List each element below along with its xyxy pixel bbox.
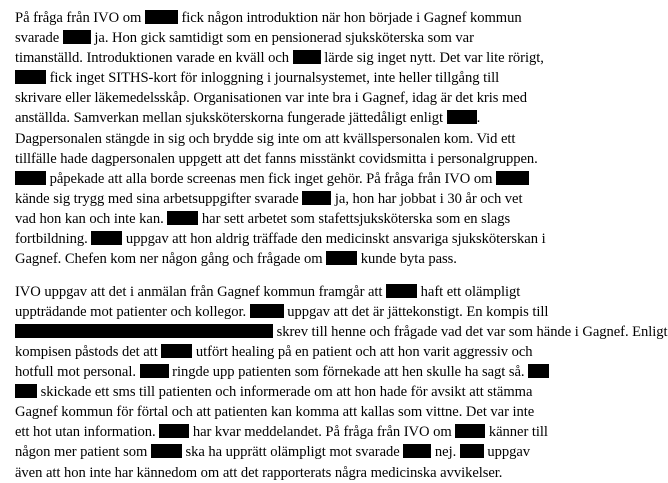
redaction — [140, 364, 169, 378]
text: timanställd. Introduktionen varade en kväll och — [15, 50, 293, 67]
text: kände sig trygg med sina arbetsuppgifter svarade — [15, 190, 303, 207]
redaction — [15, 171, 46, 185]
redaction — [496, 171, 529, 185]
text-line — [15, 129, 619, 149]
text-line — [15, 302, 619, 322]
redaction — [250, 304, 284, 318]
text: känner till — [485, 424, 548, 441]
redaction — [386, 284, 417, 298]
text-line — [15, 282, 619, 302]
redaction — [15, 70, 46, 84]
text-line — [15, 442, 619, 462]
text: ska ha upprätt olämpligt mot svarade — [181, 444, 404, 461]
redaction — [63, 30, 91, 44]
text-line — [15, 382, 619, 402]
text: Dagpersonalen stängde in sig och brydde sig inte om att kvällspersonalen kom. Vid ett — [15, 130, 516, 147]
text: Gagnef kommun för förtal och att patienten kan komma att kallas som vittne. Det var inte — [15, 404, 535, 421]
text: IVO uppgav att det i anmälan från Gagnef kommun framgår att — [15, 283, 387, 300]
text: . — [476, 110, 481, 127]
text: tillfälle hade dagpersonalen uppgett att det fanns misstänkt covidsmitta i personalgruppen. — [15, 150, 538, 167]
text: påpekade att alla borde screenas men fick inget gehör. På fråga från IVO om — [46, 170, 496, 187]
text-line — [15, 362, 619, 382]
text: skrev till henne och frågade vad det var som hände i Gagnef. Enligt — [273, 323, 668, 340]
text: kompisen påstods det att — [15, 344, 162, 360]
text: anställda. Samverkan mellan sjuksköterskorna fungerade jättedåligt enligt — [15, 110, 447, 127]
text: fick någon introduktion när hon började i Gagnef kommun — [177, 10, 522, 26]
redaction — [159, 424, 189, 438]
redaction — [302, 191, 331, 205]
text: kunde byta pass. — [357, 251, 457, 268]
text: ringde upp patienten som förnekade att hen skulle ha sagt så. — [168, 364, 525, 381]
text: ja. Hon gick samtidigt som en pensionerad sjuksköterska som var — [90, 30, 474, 47]
text: svarade — [15, 30, 63, 47]
text: vad hon kan och inte kan. — [15, 210, 168, 227]
text: utfört healing på en patient och att hon varit aggressiv och — [192, 344, 533, 360]
text: skrivare eller läkemedelsskåp. Organisationen var inte bra i Gagnef, idag är det kris med — [15, 90, 527, 107]
redaction — [15, 324, 273, 338]
redaction — [91, 231, 122, 245]
paragraph-1 — [15, 8, 619, 269]
text: fortbildning. — [15, 231, 92, 248]
redaction — [326, 251, 357, 265]
text-line — [15, 342, 619, 362]
text-line — [15, 88, 619, 108]
redaction — [167, 211, 198, 225]
text: haft ett olämpligt — [417, 283, 521, 300]
text: uppgav — [483, 444, 531, 461]
redaction — [151, 444, 182, 458]
redaction — [15, 384, 37, 398]
document-body — [15, 8, 668, 483]
text-line — [15, 108, 619, 128]
redaction — [455, 424, 485, 438]
text: uppträdande mot patienter och kollegor. — [15, 303, 250, 320]
text-line — [15, 28, 619, 48]
text: uppgav att hon aldrig träffade den medicinskt ansvariga sjuksköterskan i — [122, 231, 546, 248]
text: någon mer patient som — [15, 444, 151, 461]
redaction — [293, 50, 321, 64]
text-line — [15, 463, 619, 483]
text: ett hot utan information. — [15, 424, 160, 441]
text-line — [15, 68, 619, 88]
text-line — [15, 209, 619, 229]
text: lärde sig inget nytt. Det var lite rörigt, — [320, 50, 544, 67]
text: Gagnef. Chefen kom ner någon gång och frågade om — [15, 251, 327, 268]
redaction — [528, 364, 549, 378]
text: fick inget SITHS-kort för inloggning i journalsystemet, inte heller tillgång till — [46, 70, 500, 87]
text: nej. — [431, 444, 460, 461]
text-line — [15, 422, 619, 442]
text: har sett arbetet som stafettsjuksköterska som en slags — [198, 210, 511, 227]
redaction — [145, 10, 178, 24]
redaction — [447, 110, 477, 124]
text: På fråga från IVO om — [15, 10, 145, 26]
text-line — [15, 48, 619, 68]
text-line — [15, 8, 619, 28]
text: hotfull mot personal. — [15, 364, 140, 381]
text: även att hon inte har kännedom om att det rapporterats några medicinska avvikelser. — [15, 464, 503, 481]
text-line — [15, 322, 668, 342]
redaction — [460, 444, 484, 458]
text-line — [15, 402, 619, 422]
text-line — [15, 249, 619, 269]
paragraph-gap — [15, 269, 619, 282]
paragraph-2 — [15, 282, 668, 483]
text: skickade ett sms till patienten och informerade om att hon hade för avsikt att stämma — [37, 384, 533, 401]
text-line — [15, 189, 619, 209]
text: ja, hon har jobbat i 30 år och vet — [331, 190, 523, 207]
redaction — [161, 344, 192, 358]
redaction — [403, 444, 431, 458]
text: uppgav att det är jättekonstigt. En kompis till — [283, 303, 549, 320]
text: har kvar meddelandet. På fråga från IVO om — [189, 424, 456, 441]
text-line — [15, 149, 619, 169]
text-line — [15, 229, 619, 249]
text-line — [15, 169, 619, 189]
